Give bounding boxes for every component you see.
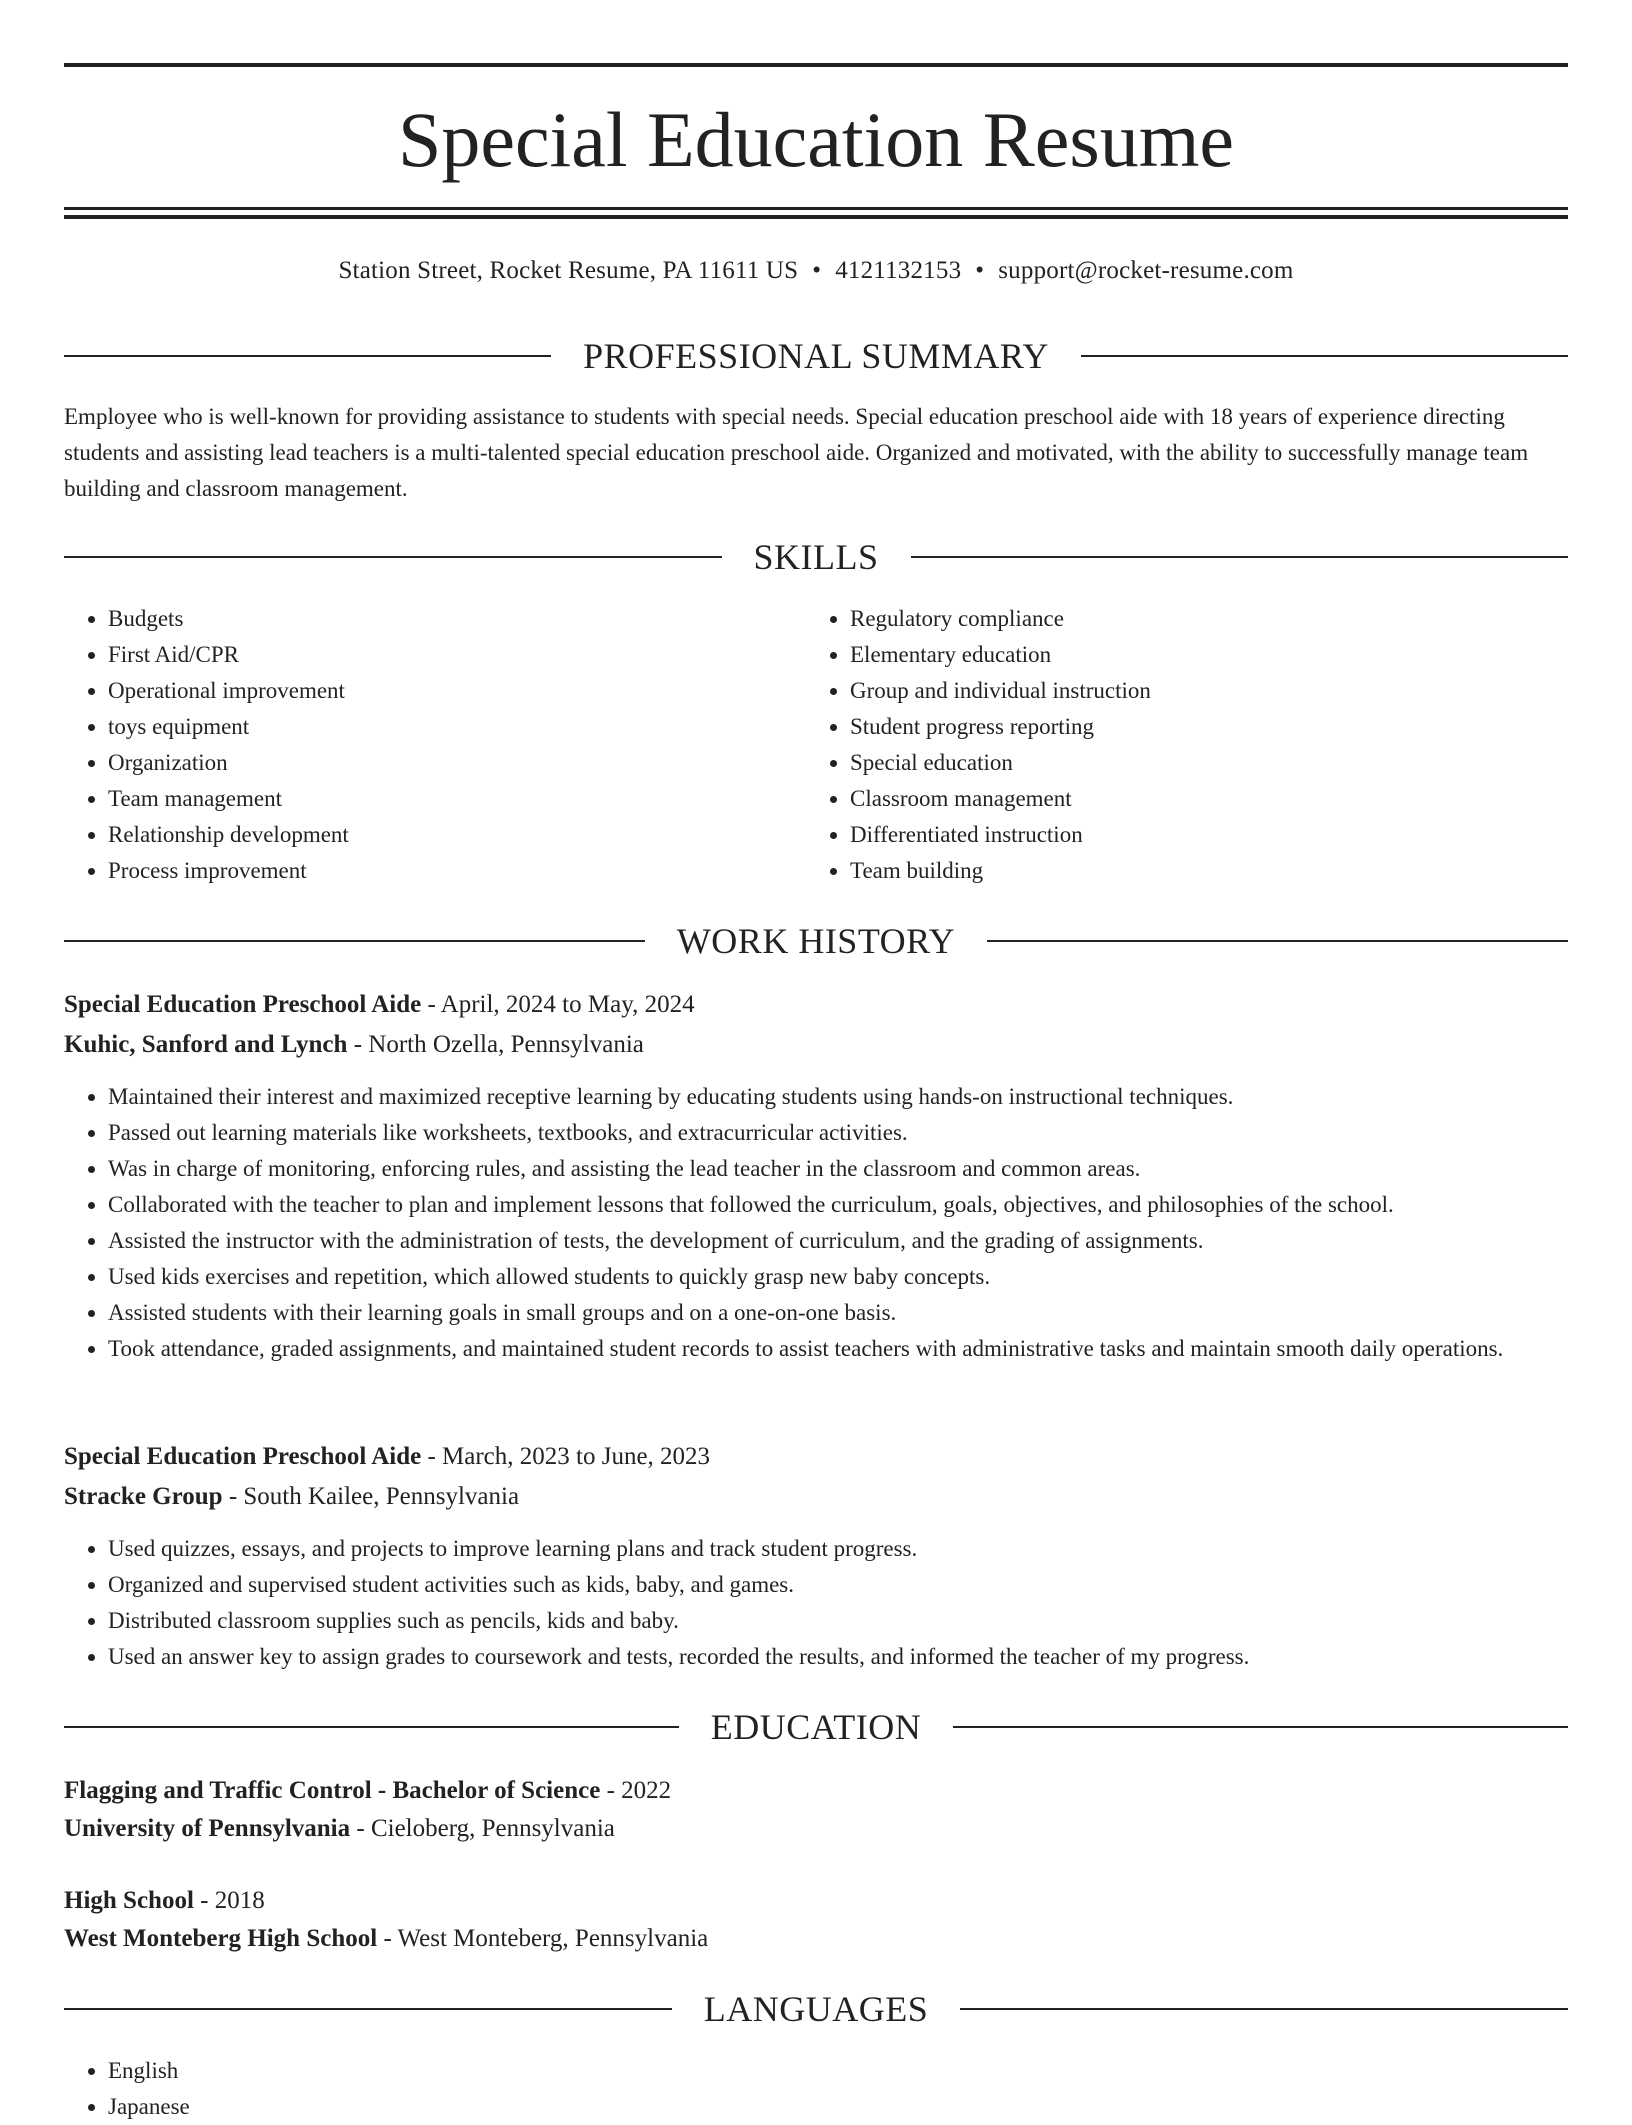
job-bullet: • Used quizzes, essays, and projects to improve learning plans and track student progress.: [108, 1531, 1568, 1567]
contact-separator: •: [812, 257, 822, 284]
skill-item: • toys equipment: [108, 709, 806, 745]
skill-item: • Relationship development: [108, 817, 806, 853]
job-bullet: • Collaborated with the teacher to plan and implement lessons that followed the curriculum, goals, objectives, and philosophies of the school.: [108, 1187, 1568, 1223]
skills-list-right: [806, 601, 1568, 889]
language-item: • Japanese: [108, 2089, 1568, 2125]
heading-rule-right: [960, 2008, 1568, 2010]
job-dates: - April, 2024 to May, 2024: [421, 991, 695, 1018]
job-company-line: [64, 1477, 1568, 1517]
skill-item: • Special education: [850, 745, 1568, 781]
education-degree: Flagging and Traffic Control - Bachelor of Science: [64, 1777, 601, 1804]
skill-item: • Classroom management: [850, 781, 1568, 817]
skill-item: • Team building: [850, 853, 1568, 889]
education-location: - West Monteberg, Pennsylvania: [377, 1925, 709, 1952]
skill-item: • Budgets: [108, 601, 806, 637]
heading-rule-left: [64, 940, 645, 942]
skill-item: • Regulatory compliance: [850, 601, 1568, 637]
skills-section-heading: [64, 535, 1568, 579]
header-top-rule: [64, 63, 1568, 67]
job-location: - South Kailee, Pennsylvania: [222, 1483, 520, 1510]
job-company-line: [64, 1025, 1568, 1065]
education-year: - 2022: [600, 1777, 672, 1804]
job-bullet: • Assisted students with their learning goals in small groups and on a one-on-one basis.: [108, 1295, 1568, 1331]
education-location: - Cieloberg, Pennsylvania: [350, 1815, 615, 1842]
skill-item: • First Aid/CPR: [108, 637, 806, 673]
education-school: West Monteberg High School: [64, 1925, 378, 1952]
job-bullet: • Assisted the instructor with the administration of tests, the development of curriculum, and the grading of assignments.: [108, 1223, 1568, 1259]
contact-address: Station Street, Rocket Resume, PA 11611 US: [338, 257, 799, 284]
heading-rule-right: [1081, 355, 1568, 357]
education-year: - 2018: [193, 1887, 265, 1914]
job-bullets: [64, 1079, 1568, 1367]
education-school: University of Pennsylvania: [64, 1815, 351, 1842]
skills-list-left: [64, 601, 806, 889]
language-item: • English: [108, 2053, 1568, 2089]
skill-item: • Operational improvement: [108, 673, 806, 709]
skill-item: • Elementary education: [850, 637, 1568, 673]
job-title: Special Education Preschool Aide: [64, 991, 422, 1018]
education-section-heading: [64, 1705, 1568, 1749]
job-company: Stracke Group: [64, 1483, 223, 1510]
summary-heading-label: PROFESSIONAL SUMMARY: [583, 336, 1049, 376]
skill-item: • Differentiated instruction: [850, 817, 1568, 853]
job-title-line: [64, 1437, 1568, 1477]
heading-rule-right: [911, 556, 1569, 558]
education-school-line: [64, 1919, 1568, 1959]
heading-rule-left: [64, 556, 722, 558]
skill-item: • Organization: [108, 745, 806, 781]
heading-rule-left: [64, 2008, 672, 2010]
education-degree-line: [64, 1881, 1568, 1921]
header-double-rule-upper: [64, 207, 1568, 210]
education-degree-line: [64, 1771, 1568, 1811]
job-bullet: • Used kids exercises and repetition, which allowed students to quickly grasp new baby concepts.: [108, 1259, 1568, 1295]
resume-title: Special Education Resume: [397, 96, 1235, 183]
languages-list: [64, 2053, 1568, 2125]
contact-line: [64, 255, 1568, 287]
education-degree: High School: [64, 1887, 194, 1914]
job-bullet: • Was in charge of monitoring, enforcing rules, and assisting the lead teacher in the classroom and common areas.: [108, 1151, 1568, 1187]
languages-heading-label: LANGUAGES: [703, 1989, 929, 2029]
job-bullet: • Distributed classroom supplies such as pencils, kids and baby.: [108, 1603, 1568, 1639]
heading-rule-left: [64, 1726, 679, 1728]
skill-item: • Group and individual instruction: [850, 673, 1568, 709]
job-bullet: • Took attendance, graded assignments, and maintained student records to assist teachers with administrative tasks and maintain smooth daily operations.: [108, 1331, 1568, 1367]
job-bullet: • Maintained their interest and maximized receptive learning by educating students using hands-on instructional techniques.: [108, 1079, 1568, 1115]
summary-section-heading: [64, 334, 1568, 378]
education-heading-label: EDUCATION: [710, 1707, 922, 1747]
work-heading-label: WORK HISTORY: [676, 921, 956, 961]
heading-rule-right: [987, 940, 1568, 942]
contact-phone: 4121132153: [835, 257, 962, 284]
contact-separator: •: [975, 257, 985, 284]
skill-item: • Team management: [108, 781, 806, 817]
job-bullet: • Passed out learning materials like worksheets, textbooks, and extracurricular activities.: [108, 1115, 1568, 1151]
skills-columns: [64, 601, 1568, 889]
summary-text: Employee who is well-known for providing assistance to students with special needs. Special education preschool aide with 18 years of experience directing students and assisting lead teachers is a multi-talented special education preschool aide. Organized and motivated, with the ability to successfully manage team building and classroom management.: [64, 404, 1529, 501]
skill-item: • Student progress reporting: [850, 709, 1568, 745]
work-section-heading: [64, 919, 1568, 963]
contact-email: support@rocket-resume.com: [998, 257, 1294, 284]
skill-item: • Process improvement: [108, 853, 806, 889]
heading-rule-left: [64, 355, 551, 357]
job-title: Special Education Preschool Aide: [64, 1443, 422, 1470]
job-bullet: • Organized and supervised student activities such as kids, baby, and games.: [108, 1567, 1568, 1603]
languages-section-heading: [64, 1987, 1568, 2031]
heading-rule-right: [953, 1726, 1568, 1728]
job-dates: - March, 2023 to June, 2023: [421, 1443, 711, 1470]
skills-heading-label: SKILLS: [753, 537, 879, 577]
job-bullets: [64, 1531, 1568, 1675]
job-bullet: • Used an answer key to assign grades to coursework and tests, recorded the results, and informed the teacher of my progress.: [108, 1639, 1568, 1675]
job-company: Kuhic, Sanford and Lynch: [64, 1031, 348, 1058]
header-double-rule-lower: [64, 215, 1568, 219]
education-school-line: [64, 1809, 1568, 1849]
job-location: - North Ozella, Pennsylvania: [347, 1031, 644, 1058]
job-title-line: [64, 985, 1568, 1025]
